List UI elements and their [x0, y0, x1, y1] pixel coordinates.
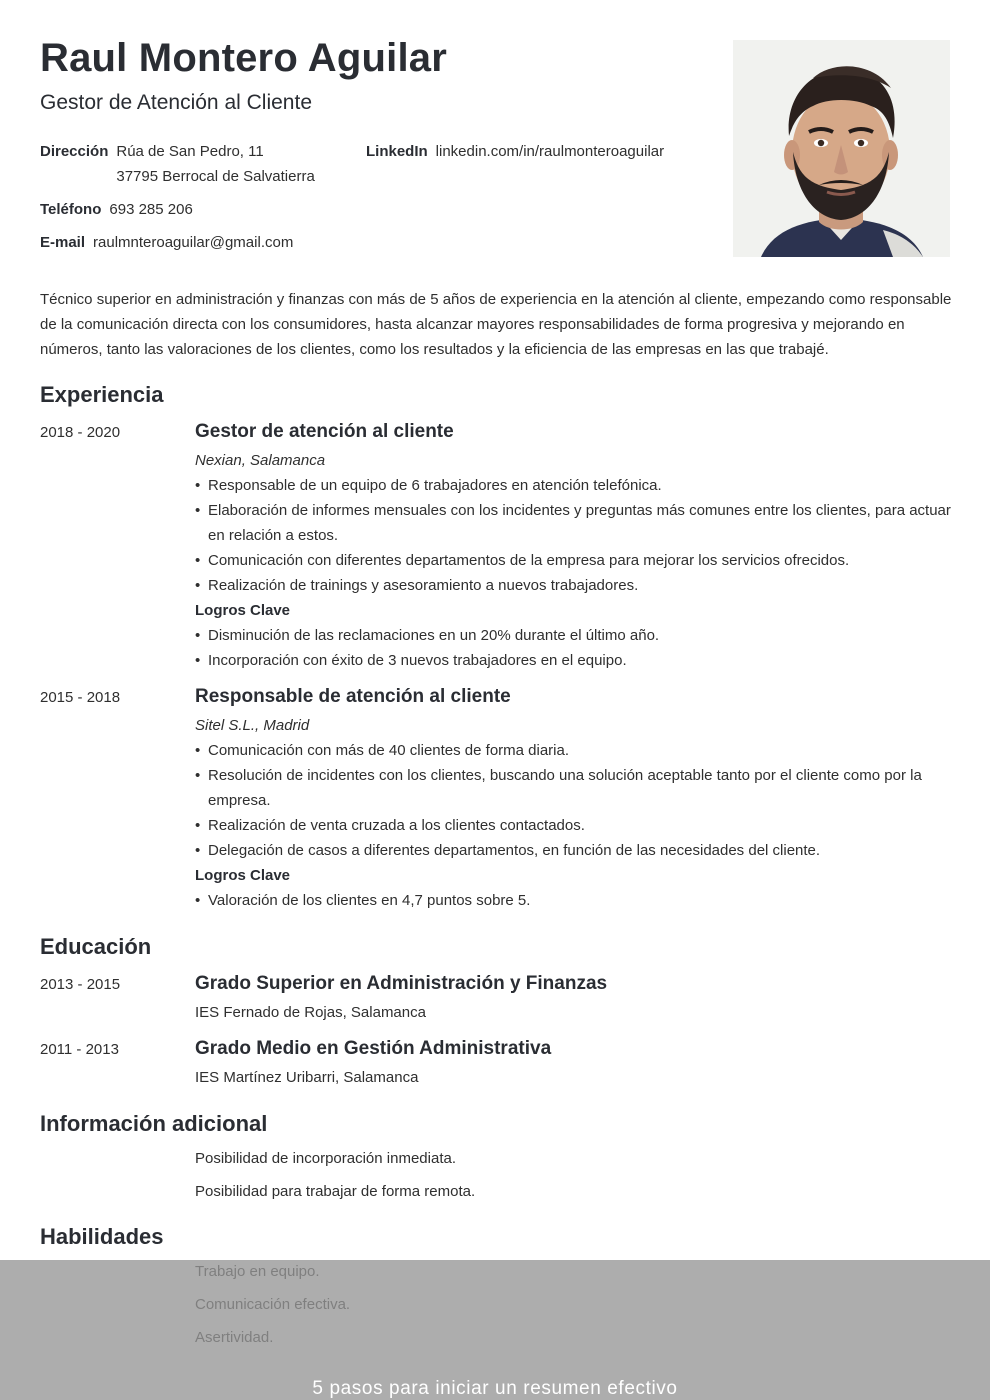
list-item: • Incorporación con éxito de 3 nuevos trabajadores en el equipo. — [195, 648, 952, 673]
linkedin-row — [366, 139, 664, 164]
school-name: IES Fernado de Rojas, Salamanca — [195, 1004, 426, 1021]
education-entry — [195, 971, 952, 1025]
overlay-caption: 5 pasos para iniciar un resumen efectivo — [312, 1378, 678, 1399]
achievements-list — [195, 623, 952, 673]
list-item: • Responsable de un equipo de 6 trabajadores en atención telefónica. — [195, 473, 952, 498]
education-dates: 2011 - 2013 — [40, 1041, 119, 1058]
profile-summary: Técnico superior en administración y finanzas con más de 5 años de experiencia en la atención al cliente, empezando como responsable de la comunicación directa con los consumidores, hasta alcanzar mayores responsabilidades de forma progresiva y mejorando en números, tanto las valoraciones de los clientes, como los resultados y la eficiencia de las empresas en las que trabajé. — [40, 291, 952, 358]
list-item: • Comunicación con más de 40 clientes de forma diaria. — [195, 738, 952, 763]
list-item: • Realización de venta cruzada a los clientes contactados. — [195, 813, 952, 838]
profile-photo — [733, 40, 950, 257]
linkedin-link[interactable]: linkedin.com/in/raulmonteroaguilar — [435, 143, 665, 160]
email-link[interactable]: raulmnteroaguilar@gmail.com — [93, 234, 294, 251]
experience-heading: Experiencia — [40, 382, 164, 407]
list-item: • Disminución de las reclamaciones en un 20% durante el último año. — [195, 623, 952, 648]
job-title: Responsable de atención al cliente — [195, 686, 511, 707]
list-item: • Resolución de incidentes con los clientes, buscando una solución aceptable tanto por el cliente como por la empresa. — [195, 763, 952, 813]
address-line-2: 37795 Berrocal de Salvatierra — [116, 168, 315, 185]
list-item: • Delegación de casos a diferentes departamentos, en función de las necesidades del cliente. — [195, 838, 952, 863]
additional-item: Posibilidad para trabajar de forma remota. — [195, 1183, 476, 1200]
job-entry — [195, 684, 952, 913]
skills-heading: Habilidades — [40, 1224, 164, 1249]
address-line-1: Rúa de San Pedro, 11 — [116, 143, 264, 160]
candidate-role: Gestor de Atención al Cliente — [40, 91, 312, 114]
achievements-list — [195, 888, 952, 913]
list-item: • Comunicación con diferentes departamentos de la empresa para mejorar los servicios ofrecidos. — [195, 548, 952, 573]
job-title: Gestor de atención al cliente — [195, 421, 454, 442]
achievements-label: Logros Clave — [195, 867, 291, 884]
achievements-label: Logros Clave — [195, 602, 291, 619]
additional-item: Posibilidad de incorporación inmediata. — [195, 1150, 456, 1167]
list-item: • Elaboración de informes mensuales con los incidentes y preguntas más comunes entre los clientes, para actuar en relación a estos. — [195, 498, 952, 548]
education-entry — [195, 1036, 952, 1090]
phone-value: 693 285 206 — [109, 201, 193, 218]
email-label: E-mail — [40, 234, 86, 251]
list-item: • Realización de trainings y asesoramiento a nuevos trabajadores. — [195, 573, 952, 598]
job-bullets — [195, 738, 952, 863]
job-dates: 2018 - 2020 — [40, 424, 121, 441]
school-name: IES Martínez Uribarri, Salamanca — [195, 1069, 419, 1086]
job-entry — [195, 419, 952, 673]
degree-title: Grado Superior en Administración y Finanzas — [195, 973, 608, 994]
list-item: • Valoración de los clientes en 4,7 puntos sobre 5. — [195, 888, 952, 913]
education-dates: 2013 - 2015 — [40, 976, 121, 993]
degree-title: Grado Medio en Gestión Administrativa — [195, 1038, 552, 1059]
education-heading: Educación — [40, 934, 152, 959]
linkedin-label: LinkedIn — [366, 143, 428, 160]
additional-info-heading: Información adicional — [40, 1111, 268, 1136]
job-company: Nexian, Salamanca — [195, 452, 326, 469]
email-row — [40, 230, 293, 255]
phone-label: Teléfono — [40, 201, 102, 218]
job-dates: 2015 - 2018 — [40, 689, 121, 706]
phone-row — [40, 197, 193, 222]
job-bullets — [195, 473, 952, 598]
address-row — [40, 139, 315, 189]
address-label: Dirección — [40, 143, 109, 160]
job-company: Sitel S.L., Madrid — [195, 717, 310, 734]
candidate-name: Raul Montero Aguilar — [40, 36, 447, 80]
